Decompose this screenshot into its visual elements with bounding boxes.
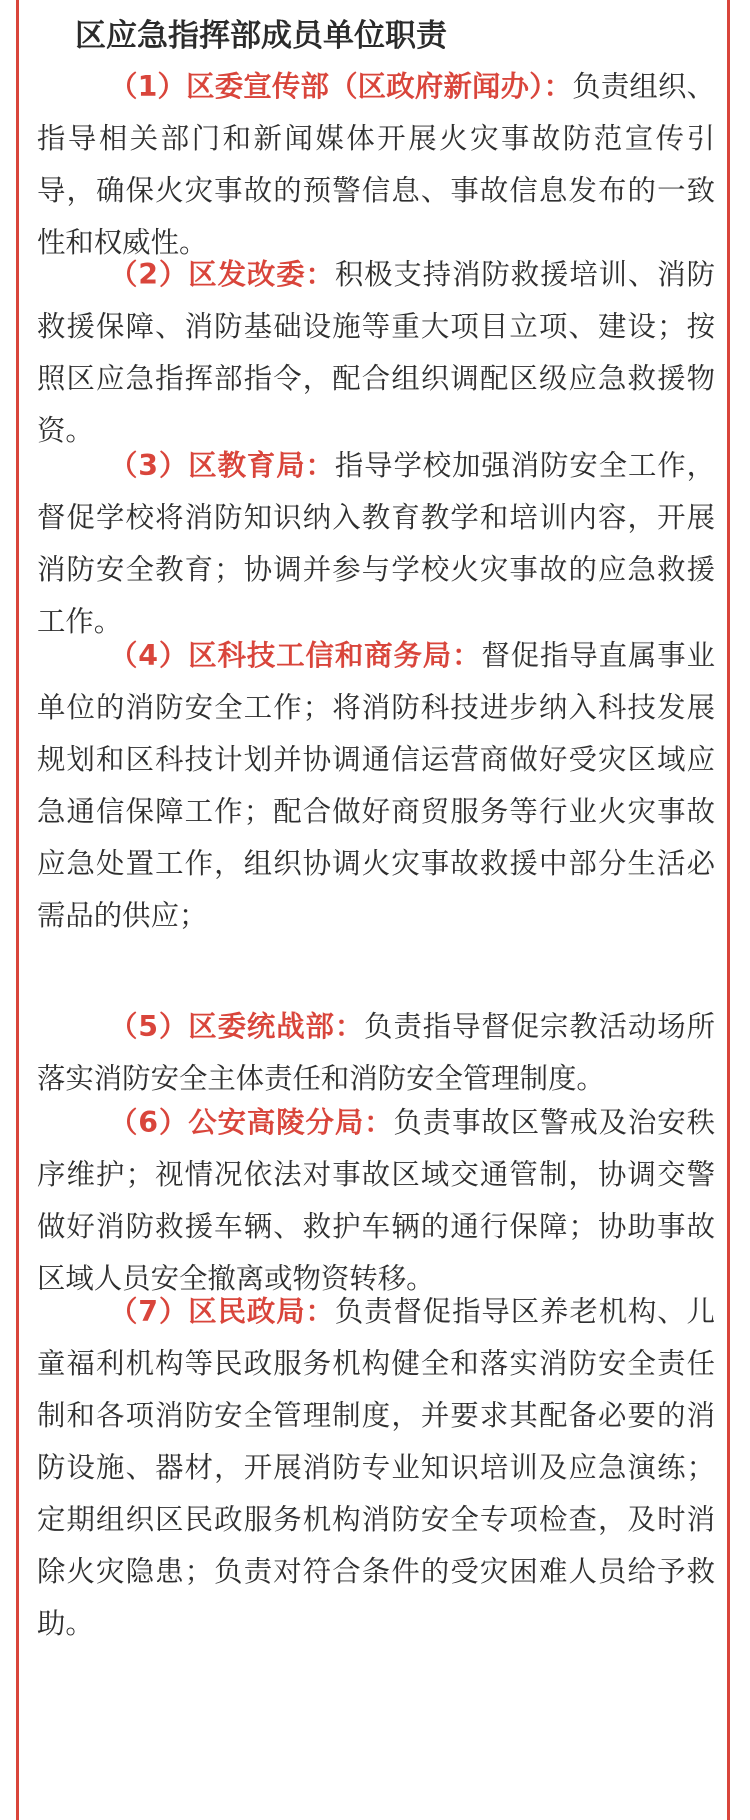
duty-body-7: 负责督促指导区养老机构、儿童福利机构等民政服务机构健全和落实消防安全责任制和各项消防安全管理制度，并要求其配备必要的消防设施、器材，开展消防专业知识培训及应急演练；定期组织区民政服务机构消防安全专项检查，及时消除火灾隐患；负责对符合条件的受灾困难人员给予救助。 bbox=[37, 1295, 715, 1640]
duty-heading-4: （4）区科技工信和商务局： bbox=[109, 639, 482, 672]
duty-item-7 bbox=[37, 1286, 715, 1650]
duty-heading-5: （5）区委统战部： bbox=[109, 1010, 365, 1043]
duty-item-5 bbox=[37, 1001, 715, 1105]
duty-heading-2: （2）区发改委： bbox=[109, 258, 335, 291]
duty-body-3: 指导学校加强消防安全工作，督促学校将消防知识纳入教育教学和培训内容，开展消防安全教育；协调并参与学校火灾事故的应急救援工作。 bbox=[37, 449, 715, 638]
duty-heading-1: （1）区委宣传部（区政府新闻办）： bbox=[109, 70, 573, 103]
duty-heading-6: （6）公安高陵分局： bbox=[109, 1106, 394, 1139]
duty-item-1 bbox=[37, 61, 715, 269]
page-title: 区应急指挥部成员单位职责 bbox=[75, 18, 447, 54]
duty-item-3 bbox=[37, 440, 715, 648]
duty-body-5: 负责指导督促宗教活动场所落实消防安全主体责任和消防安全管理制度。 bbox=[37, 1010, 715, 1095]
duty-item-6 bbox=[37, 1097, 715, 1305]
duty-body-1: 负责组织、指导相关部门和新闻媒体开展火灾事故防范宣传引导，确保火灾事故的预警信息、事故信息发布的一致性和权威性。 bbox=[37, 70, 715, 259]
duty-body-6: 负责事故区警戒及治安秩序维护；视情况依法对事故区域交通管制，协调交警做好消防救援车辆、救护车辆的通行保障；协助事故区域人员安全撤离或物资转移。 bbox=[37, 1106, 715, 1295]
duty-heading-7: （7）区民政局： bbox=[109, 1295, 335, 1328]
duty-body-4: 督促指导直属事业单位的消防安全工作；将消防科技进步纳入科技发展规划和区科技计划并协调通信运营商做好受灾区域应急通信保障工作；配合做好商贸服务等行业火灾事故应急处置工作，组织协调火灾事故救援中部分生活必需品的供应； bbox=[37, 639, 715, 932]
duty-item-4 bbox=[37, 630, 715, 942]
duty-body-2: 积极支持消防救援培训、消防救援保障、消防基础设施等重大项目立项、建设；按照区应急指挥部指令，配合组织调配区级应急救援物资。 bbox=[37, 258, 715, 447]
duty-heading-3: （3）区教育局： bbox=[109, 449, 335, 482]
duty-item-2 bbox=[37, 249, 715, 457]
